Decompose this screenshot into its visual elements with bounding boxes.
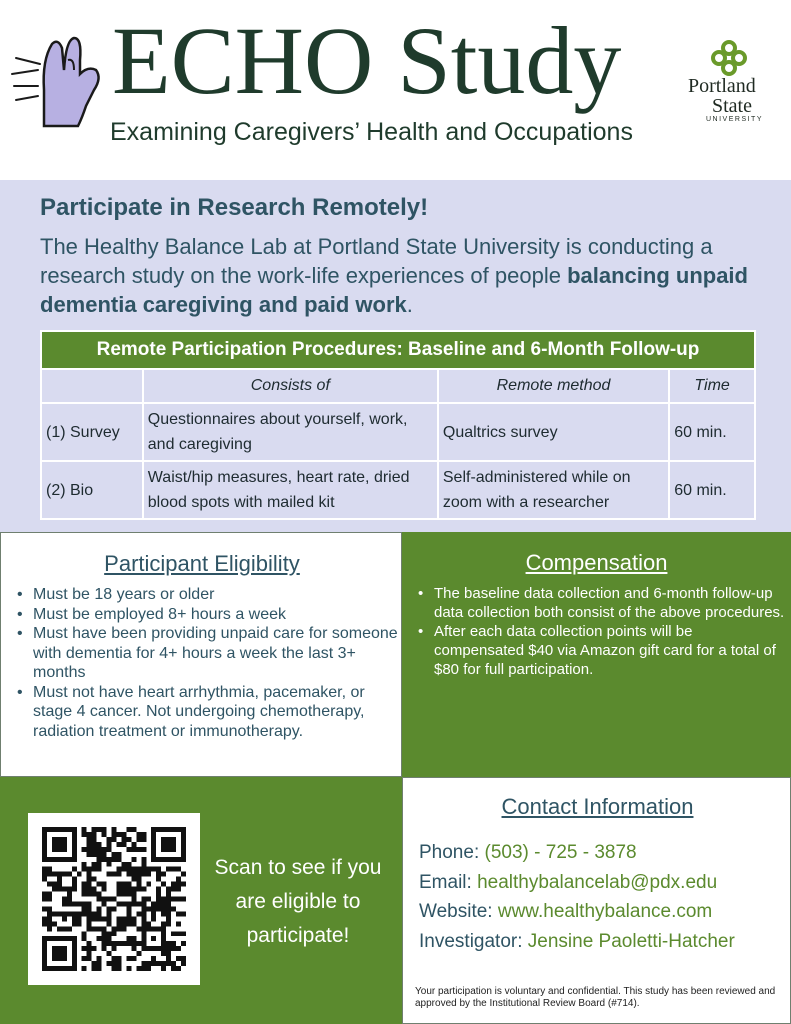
irb-footnote: Your participation is voluntary and confidential. This study has been reviewed and approved by the Institutional Review Board (#714). (415, 986, 776, 1009)
psu-logo-icon (711, 40, 747, 76)
phone-value[interactable]: (503) - 725 - 3878 (484, 842, 637, 863)
intro-section (0, 180, 791, 532)
column-header (41, 369, 143, 403)
phone-line (419, 838, 735, 868)
intro-text (40, 232, 760, 319)
intro-text-bold: balancing unpaid dementia caregiving and paid work (40, 263, 748, 317)
table-row (41, 461, 755, 519)
email-line (419, 868, 735, 898)
list-item: • Must be employed 8+ hours a week (15, 605, 399, 625)
intro-text-part1: The Healthy Balance Lab at Portland State University is conducting a research study on the work-life experiences of people (40, 234, 713, 288)
table-cell: (2) Bio (41, 461, 143, 519)
email-label: Email: (419, 871, 472, 893)
table-cell: 60 min. (669, 403, 755, 461)
study-subtitle: Examining Caregivers’ Health and Occupations (110, 118, 633, 146)
website-line (419, 897, 735, 927)
table-cell: 60 min. (669, 461, 755, 519)
email-link[interactable]: healthybalancelab@pdx.edu (477, 871, 718, 893)
study-title: ECHO Study (112, 7, 622, 114)
listening-hand-icon (8, 30, 108, 130)
eligibility-title: Participant Eligibility (104, 551, 300, 576)
investigator-name: Jensine Paoletti-Hatcher (527, 930, 735, 952)
qr-section (0, 777, 402, 1024)
psu-university-label: UNIVERSITY (706, 116, 764, 123)
eligibility-list (15, 585, 399, 741)
table-header-row (41, 369, 755, 403)
list-item: • Must not have heart arrhythmia, pacemaker, or stage 4 cancer. Not undergoing chemotherapy, radiation treatment or immunotherapy. (15, 683, 399, 742)
psu-name-line1: Portland (688, 75, 756, 97)
eligibility-box (0, 532, 402, 777)
list-item: • The baseline data collection and 6-month follow-up data collection both consist of the above procedures. (416, 584, 786, 622)
column-header: Time (669, 369, 755, 403)
table-cell: (1) Survey (41, 403, 143, 461)
contact-title: Contact Information (501, 794, 694, 819)
website-link[interactable]: www.healthybalance.com (497, 901, 713, 922)
procedures-caption: Remote Participation Procedures: Baseline and 6-Month Follow-up (41, 331, 755, 369)
table-cell: Self-administered while on zoom with a researcher (438, 461, 669, 519)
website-label: Website: (419, 901, 493, 922)
compensation-list (416, 584, 786, 679)
table-row (41, 403, 755, 461)
investigator-label: Investigator: (419, 930, 523, 952)
contact-box (402, 777, 791, 1024)
psu-name-line2: State (712, 95, 752, 117)
column-header: Remote method (438, 369, 669, 403)
table-cell: Questionnaires about yourself, work, and caregiving (143, 403, 438, 461)
qr-code-icon (42, 827, 186, 971)
compensation-box (402, 532, 791, 777)
list-item: • After each data collection points will be compensated $40 via Amazon gift card for a total of $80 for full participation. (416, 622, 786, 679)
column-header: Consists of (143, 369, 438, 403)
qr-code[interactable] (28, 813, 200, 985)
scan-instruction: Scan to see if you are eligible to participate! (214, 856, 382, 947)
contact-lines (419, 838, 735, 956)
phone-label: Phone: (419, 842, 480, 863)
intro-heading: Participate in Research Remotely! (40, 194, 429, 221)
intro-text-end: . (406, 292, 413, 317)
table-cell: Qualtrics survey (438, 403, 669, 461)
procedures-table (40, 330, 756, 520)
list-item: • Must be 18 years or older (15, 585, 399, 605)
table-cell: Waist/hip measures, heart rate, dried blood spots with mailed kit (143, 461, 438, 519)
psu-logo (684, 40, 774, 150)
list-item: • Must have been providing unpaid care for someone with dementia for 4+ hours a week the last 3+ months (15, 624, 399, 683)
header (0, 0, 791, 180)
investigator-line (419, 927, 735, 957)
compensation-title: Compensation (525, 550, 668, 575)
